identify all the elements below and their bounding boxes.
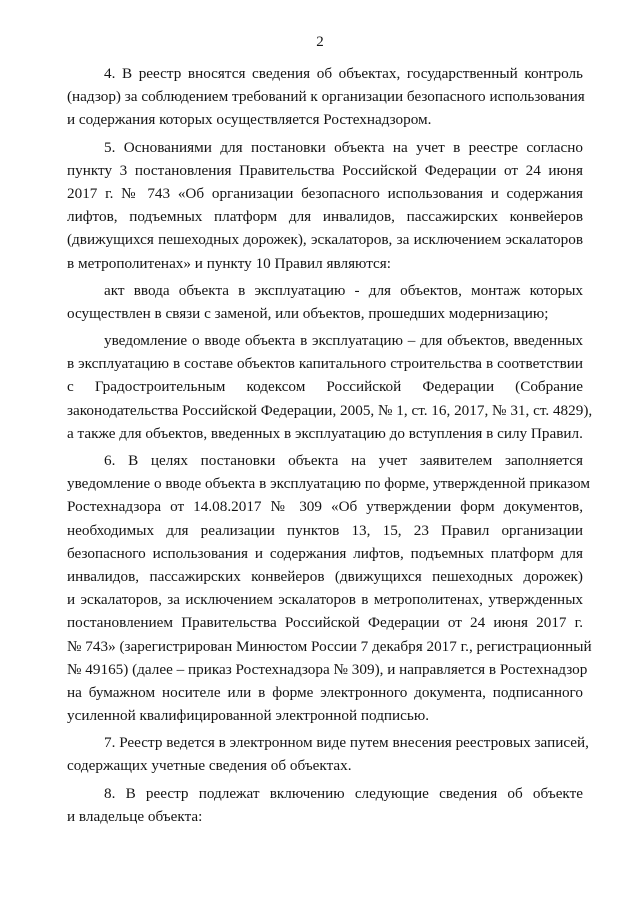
text-line: и владельце объекта: [67, 807, 203, 825]
text-line: а также для объектов, введенных в эксплуатацию до вступления в силу Правил. [67, 424, 583, 442]
text-line: содержащих учетные сведения об объектах. [67, 757, 352, 775]
text-line: необходимых для реализации пунктов 13, 15, 23 Правил организации [67, 521, 583, 539]
text-line: № 743» (зарегистрирован Минюстом России 7 декабря 2017 г., регистрационный [67, 637, 592, 655]
text-line: в метрополитенах» и пункту 10 Правил являются: [67, 254, 391, 272]
text-line: осуществлен в связи с заменой, или объектов, прошедших модернизацию; [67, 304, 549, 322]
paragraph [67, 782, 583, 828]
text-line: Ростехнадзора от 14.08.2017 № 309 «Об утверждении форм документов, [67, 498, 583, 516]
text-line: (движущихся пешеходных дорожек), эскалаторов, за исключением эскалаторов [67, 231, 583, 249]
text-line: 5. Основаниями для постановки объекта на учет в реестре согласно [104, 138, 583, 156]
paragraph [67, 279, 583, 325]
text-line: с Градостроительным кодексом Российской Федерации (Собрание [67, 378, 583, 396]
text-line: акт ввода объекта в эксплуатацию - для объектов, монтаж которых [104, 281, 583, 299]
text-line: и содержания которых осуществляется Ростехнадзором. [67, 111, 432, 129]
text-line: лифтов, подъемных платформ для инвалидов, пассажирских конвейеров [67, 208, 583, 226]
text-line: (надзор) за соблюдением требований к организации безопасного использования [67, 88, 585, 106]
paragraph [67, 62, 583, 132]
text-line: уведомление о вводе объекта в эксплуатацию – для объектов, введенных [104, 332, 583, 350]
page-number: 2 [316, 34, 324, 50]
paragraph [67, 329, 593, 445]
paragraph [67, 731, 589, 777]
text-line: постановлением Правительства Российской Федерации от 24 июня 2017 г. [67, 614, 583, 632]
text-line: в эксплуатацию в составе объектов капитального строительства в соответствии [67, 355, 583, 373]
text-line: и эскалаторов, за исключением эскалаторов в метрополитенах, утвержденных [67, 591, 583, 609]
text-line: безопасного использования и содержания лифтов, подъемных платформ для [67, 544, 583, 562]
text-line: на бумажном носителе или в форме электронного документа, подписанного [67, 683, 583, 701]
text-line: пункту 3 постановления Правительства Российской Федерации от 24 июня [67, 161, 583, 179]
text-line: 6. В целях постановки объекта на учет заявителем заполняется [104, 452, 583, 469]
text-line: законодательства Российской Федерации, 2005, № 1, ст. 16, 2017, № 31, ст. 4829), [67, 401, 593, 419]
text-line: 8. В реестр подлежат включению следующие сведения об объекте [104, 784, 583, 802]
text-line: 4. В реестр вносятся сведения об объектах, государственный контроль [104, 65, 583, 82]
text-line: инвалидов, пассажирских конвейеров (движущихся пешеходных дорожек) [67, 567, 583, 585]
paragraph [67, 449, 592, 727]
text-line: № 49165) (далее – приказ Ростехнадзора № 309), и направляется в Ростехнадзор [67, 660, 588, 678]
text-line: уведомление о вводе объекта в эксплуатацию по форме, утвержденной приказом [67, 475, 590, 493]
paragraph [67, 136, 583, 275]
text-line: 7. Реестр ведется в электронном виде путем внесения реестровых записей, [104, 734, 589, 752]
document-body [67, 62, 593, 832]
text-line: усиленной квалифицированной электронной подписью. [67, 707, 429, 725]
text-line: 2017 г. № 743 «Об организации безопасного использования и содержания [67, 184, 583, 202]
